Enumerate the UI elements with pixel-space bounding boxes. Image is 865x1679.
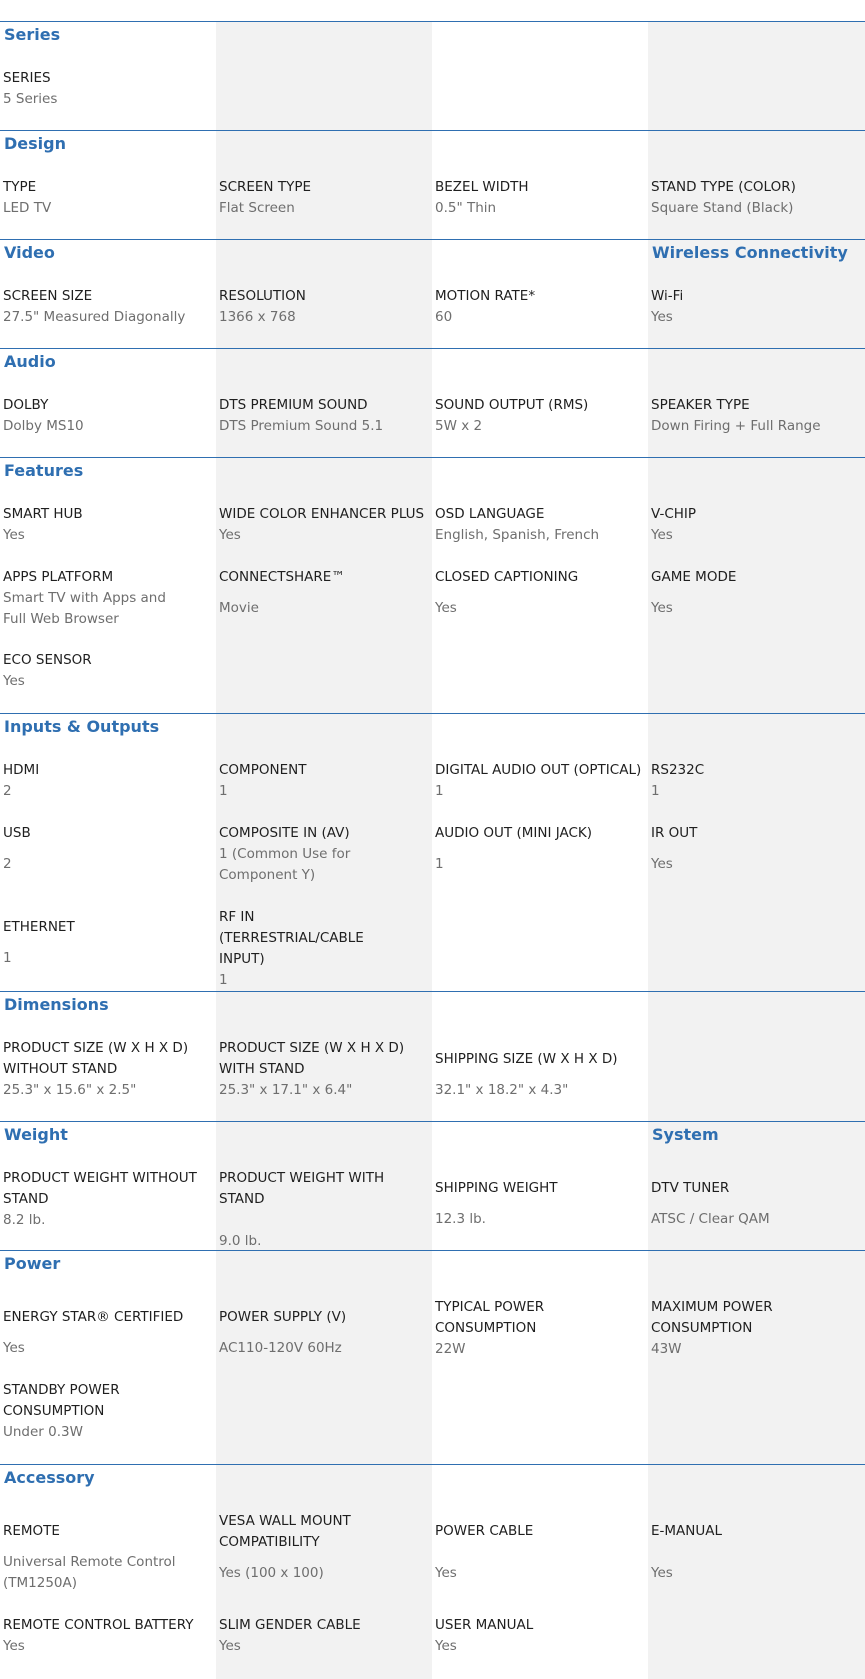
spec-value: Yes: [651, 527, 673, 543]
spec-label: CONNECTSHARE™: [219, 569, 345, 585]
spec-item: [3, 1038, 193, 1101]
spec-label: OSD LANGUAGE: [435, 506, 545, 522]
spec-value: Yes: [219, 527, 241, 543]
spec-item: [435, 504, 645, 546]
section-title-wireless-connectivity: Wireless Connectivity: [652, 243, 848, 262]
section-title-audio: Audio: [4, 352, 56, 371]
spec-item: [651, 1178, 861, 1230]
spec-value: Flat Screen: [219, 200, 295, 216]
section-divider: [0, 991, 865, 992]
spec-item: [435, 567, 645, 619]
spec-item: [219, 760, 429, 802]
spec-label: RF IN (TERRESTRIAL/CABLE INPUT): [219, 909, 364, 967]
spec-label: USB: [3, 825, 31, 841]
section-title-series: Series: [4, 25, 61, 44]
spec-value: Smart TV with Apps and Full Web Browser: [3, 590, 166, 627]
spec-item: [3, 286, 213, 328]
section-title-video: Video: [4, 243, 55, 262]
spec-value: 9.0 lb.: [219, 1233, 262, 1249]
section-divider: [0, 130, 865, 131]
section-divider: [0, 457, 865, 458]
spec-value: 25.3" x 17.1" x 6.4": [219, 1082, 353, 1098]
section-title-weight: Weight: [4, 1125, 68, 1144]
spec-label: BEZEL WIDTH: [435, 179, 529, 195]
spec-item: [3, 504, 213, 546]
spec-label: SERIES: [3, 70, 51, 86]
spec-item: [3, 650, 213, 692]
spec-value: 8.2 lb.: [3, 1212, 46, 1228]
spec-label: IR OUT: [651, 825, 698, 841]
spec-label: CLOSED CAPTIONING: [435, 569, 579, 585]
spec-label: RS232C: [651, 762, 705, 778]
spec-label: APPS PLATFORM: [3, 569, 114, 585]
spec-label: VESA WALL MOUNT COMPATIBILITY: [219, 1513, 351, 1550]
spec-item: [3, 1307, 213, 1359]
spec-value: 1 (Common Use for Component Y): [219, 846, 351, 883]
spec-label: ECO SENSOR: [3, 652, 92, 668]
spec-value: 1: [219, 972, 228, 988]
spec-label: TYPE: [3, 179, 37, 195]
spec-item: [3, 567, 193, 630]
spec-item: [219, 1168, 429, 1252]
spec-item: [3, 823, 213, 875]
spec-value: Yes: [435, 600, 457, 616]
spec-value: 1: [219, 783, 228, 799]
spec-label: DIGITAL AUDIO OUT (OPTICAL): [435, 762, 642, 778]
section-divider: [0, 21, 865, 22]
spec-item: [3, 917, 213, 969]
spec-label: DOLBY: [3, 397, 49, 413]
spec-value: 22W: [435, 1341, 466, 1357]
section-divider: [0, 239, 865, 240]
spec-value: 12.3 lb.: [435, 1211, 486, 1227]
spec-label: REMOTE CONTROL BATTERY: [3, 1617, 194, 1633]
spec-label: SPEAKER TYPE: [651, 397, 750, 413]
spec-value: 2: [3, 783, 12, 799]
spec-label: USER MANUAL: [435, 1617, 534, 1633]
spec-label: SHIPPING WEIGHT: [435, 1180, 558, 1196]
spec-label: PRODUCT WEIGHT WITH STAND: [219, 1170, 385, 1207]
spec-item: [219, 907, 399, 991]
spec-label: PRODUCT SIZE (W X H X D) WITHOUT STAND: [3, 1040, 189, 1077]
spec-label: DTS PREMIUM SOUND: [219, 397, 368, 413]
spec-label: RESOLUTION: [219, 288, 306, 304]
spec-value: Yes: [3, 1340, 25, 1356]
spec-item: [219, 1511, 379, 1584]
spec-label: SMART HUB: [3, 506, 83, 522]
section-title-accessory: Accessory: [4, 1468, 95, 1487]
section-divider: [0, 348, 865, 349]
spec-value: 1: [3, 950, 12, 966]
spec-item: [651, 286, 861, 328]
spec-label: GAME MODE: [651, 569, 737, 585]
spec-value: Yes (100 x 100): [219, 1565, 324, 1581]
spec-item: [3, 1615, 213, 1657]
spec-label: SCREEN SIZE: [3, 288, 93, 304]
spec-value: 5 Series: [3, 91, 58, 107]
spec-item: [651, 395, 861, 437]
spec-item: [219, 1615, 429, 1657]
section-title-features: Features: [4, 461, 84, 480]
spec-label: E-MANUAL: [651, 1523, 723, 1539]
spec-value: Yes: [651, 1565, 673, 1581]
spec-item: [435, 1521, 645, 1584]
spec-label: SCREEN TYPE: [219, 179, 311, 195]
spec-label: SOUND OUTPUT (RMS): [435, 397, 589, 413]
spec-item: [219, 504, 429, 546]
spec-item: [651, 177, 861, 219]
spec-item: [219, 177, 429, 219]
spec-item: [435, 177, 645, 219]
spec-value: Yes: [219, 1638, 241, 1654]
spec-label: TYPICAL POWER CONSUMPTION: [435, 1299, 545, 1336]
section-title-inputs-outputs: Inputs & Outputs: [4, 717, 160, 736]
spec-item: [435, 823, 645, 875]
spec-value: 1366 x 768: [219, 309, 296, 325]
section-title-power: Power: [4, 1254, 61, 1273]
spec-value: 1: [435, 856, 444, 872]
spec-value: 2: [3, 856, 12, 872]
spec-value: ATSC / Clear QAM: [651, 1211, 770, 1227]
spec-value: Yes: [435, 1565, 457, 1581]
spec-item: [435, 1178, 645, 1230]
spec-item: [3, 68, 213, 110]
spec-value: Under 0.3W: [3, 1424, 83, 1440]
section-title-dimensions: Dimensions: [4, 995, 109, 1014]
spec-label: STAND TYPE (COLOR): [651, 179, 796, 195]
spec-label: DTV TUNER: [651, 1180, 730, 1196]
spec-item: [435, 1049, 645, 1101]
spec-item: [3, 1380, 163, 1443]
spec-item: [3, 395, 213, 437]
spec-item: [435, 760, 645, 802]
spec-label: MAXIMUM POWER CONSUMPTION: [651, 1299, 773, 1336]
spec-value: 1: [651, 783, 660, 799]
spec-value: Universal Remote Control (TM1250A): [3, 1554, 176, 1591]
spec-item: [219, 823, 427, 886]
spec-label: Wi-Fi: [651, 288, 684, 304]
spec-item: [651, 1521, 861, 1584]
spec-item: [3, 177, 213, 219]
spec-item: [435, 1297, 595, 1360]
spec-value: AC110-120V 60Hz: [219, 1340, 342, 1356]
spec-value: Down Firing + Full Range: [651, 418, 821, 434]
spec-value: Yes: [3, 527, 25, 543]
section-title-system: System: [652, 1125, 719, 1144]
spec-value: Yes: [3, 673, 25, 689]
spec-item: [651, 823, 861, 875]
spec-value: 43W: [651, 1341, 682, 1357]
spec-item: [219, 395, 429, 437]
spec-value: 25.3" x 15.6" x 2.5": [3, 1082, 137, 1098]
spec-value: Yes: [651, 856, 673, 872]
spec-value: English, Spanish, French: [435, 527, 600, 543]
spec-label: COMPOSITE IN (AV): [219, 825, 350, 841]
spec-item: [219, 286, 429, 328]
section-divider: [0, 1121, 865, 1122]
spec-item: [435, 1615, 645, 1657]
spec-value: 0.5" Thin: [435, 200, 497, 216]
spec-value: 32.1" x 18.2" x 4.3": [435, 1082, 569, 1098]
spec-item: [3, 1521, 193, 1594]
spec-value: DTS Premium Sound 5.1: [219, 418, 384, 434]
spec-label: REMOTE: [3, 1523, 60, 1539]
spec-value: Yes: [435, 1638, 457, 1654]
spec-label: ETHERNET: [3, 919, 75, 935]
spec-label: PRODUCT SIZE (W X H X D) WITH STAND: [219, 1040, 405, 1077]
spec-label: V-CHIP: [651, 506, 697, 522]
spec-item: [3, 760, 213, 802]
spec-item: [219, 1307, 429, 1359]
spec-item: [651, 504, 861, 546]
spec-value: 27.5" Measured Diagonally: [3, 309, 186, 325]
spec-label: SHIPPING SIZE (W X H X D): [435, 1051, 618, 1067]
spec-item: [651, 760, 861, 802]
spec-label: ENERGY STAR® CERTIFIED: [3, 1309, 184, 1325]
spec-item: [435, 395, 645, 437]
spec-label: COMPONENT: [219, 762, 307, 778]
spec-value: 5W x 2: [435, 418, 483, 434]
spec-value: Yes: [651, 309, 673, 325]
section-divider: [0, 713, 865, 714]
section-divider: [0, 1464, 865, 1465]
spec-value: LED TV: [3, 200, 52, 216]
spec-label: SLIM GENDER CABLE: [219, 1617, 361, 1633]
spec-value: Movie: [219, 600, 259, 616]
spec-value: Square Stand (Black): [651, 200, 794, 216]
spec-label: WIDE COLOR ENHANCER PLUS: [219, 506, 425, 522]
spec-item: [651, 1297, 811, 1360]
spec-item: [651, 567, 861, 619]
spec-item: [219, 1038, 409, 1101]
spec-item: [435, 286, 645, 328]
spec-label: HDMI: [3, 762, 40, 778]
spec-value: 60: [435, 309, 453, 325]
spec-item: [3, 1168, 203, 1231]
spec-value: Yes: [651, 600, 673, 616]
spec-label: STANDBY POWER CONSUMPTION: [3, 1382, 120, 1419]
spec-label: PRODUCT WEIGHT WITHOUT STAND: [3, 1170, 197, 1207]
section-divider: [0, 1250, 865, 1251]
spec-label: POWER SUPPLY (V): [219, 1309, 347, 1325]
spec-value: 1: [435, 783, 444, 799]
spec-label: POWER CABLE: [435, 1523, 534, 1539]
spec-label: AUDIO OUT (MINI JACK): [435, 825, 593, 841]
spec-value: Dolby MS10: [3, 418, 84, 434]
spec-value: Yes: [3, 1638, 25, 1654]
spec-label: MOTION RATE*: [435, 288, 536, 304]
section-title-design: Design: [4, 134, 66, 153]
spec-item: [219, 567, 429, 619]
